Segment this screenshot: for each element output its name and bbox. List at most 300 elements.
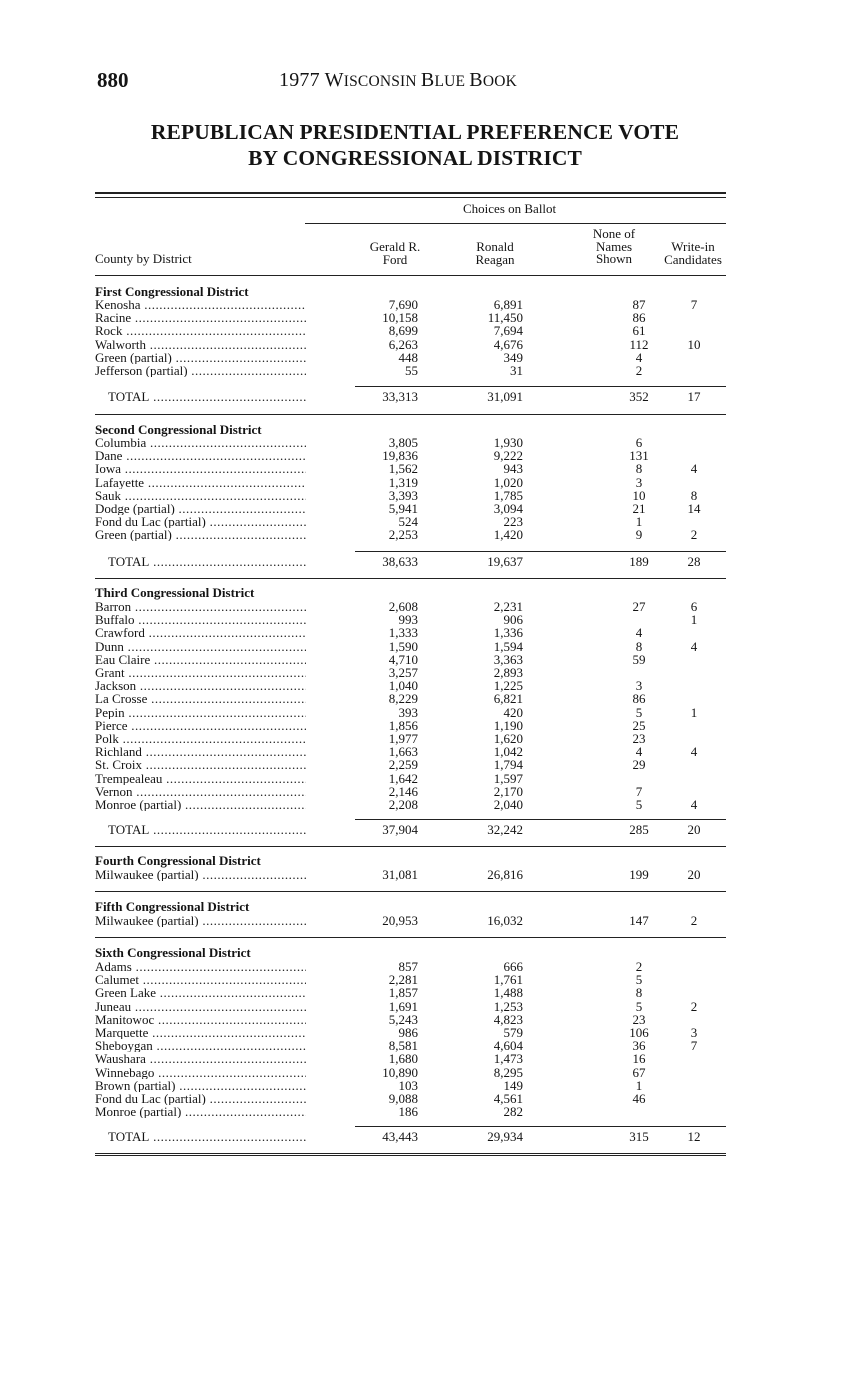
ford-votes: 2,146 [388,783,418,799]
ford-votes: 4,710 [388,651,418,667]
county-name-text: Buffalo [95,613,135,627]
county-name-text: Waushara [95,1052,146,1066]
ford-votes: 20,953 [382,913,418,928]
reagan-votes: 31 [510,363,523,378]
reagan-votes: 1,020 [493,474,523,490]
county-name-text: Dodge (partial) [95,502,175,515]
page-title [95,119,735,171]
ford-votes: 9,088 [388,1091,418,1106]
reagan-votes: 4,676 [493,336,523,352]
county-name [95,528,306,541]
none-shown-votes: 4 [635,625,643,641]
county-name-text: Fond du Lac (partial) [95,1092,206,1105]
ford-header-line2: Ford [382,251,408,267]
county-name [95,489,306,502]
write-in-votes: 2 [690,913,698,928]
reagan-votes: 2,170 [493,783,523,799]
county-name [95,338,306,351]
ford-votes: 19,836 [382,448,418,464]
reagan-votes: 16,032 [487,913,523,928]
county-name-text: Pepin [95,705,125,719]
none-shown-votes: 352 [629,389,649,404]
reagan-votes: 1,597 [493,770,523,786]
header-rule [95,275,726,276]
ford-votes: 1,857 [388,985,418,1001]
reagan-votes: 943 [503,461,523,477]
reagan-votes: 1,473 [493,1051,523,1067]
reagan-votes: 19,637 [487,554,523,569]
ford-votes: 1,663 [388,744,418,760]
none-shown-votes: 2 [635,363,643,378]
none-shown-votes: 59 [632,651,646,667]
running-title [279,69,517,92]
county-name-text: Calumet [95,973,140,987]
county-name-text: Brown (partial) [95,1078,176,1092]
county-name [95,1092,306,1105]
district-separator-rule [95,891,726,892]
ford-votes: 2,208 [388,797,418,812]
table-row [95,973,728,986]
county-name [95,515,306,528]
county-name [95,298,306,311]
county-name-text: St. Croix [95,758,142,772]
county-name-text: Marquette [95,1026,149,1039]
reagan-votes: 6,821 [493,691,523,707]
none-shown-votes: 1 [635,1077,643,1093]
ford-votes: 2,281 [388,972,418,988]
county-name [95,1105,306,1118]
column-header-none [582,228,646,266]
county-name-text: Walworth [95,337,146,351]
table-row [95,311,728,324]
table-row [95,653,728,666]
write-in-votes: 4 [690,461,698,477]
table-row [95,462,728,475]
total-label [108,390,306,403]
table-row [95,626,728,639]
none-shown-votes: 46 [632,1091,646,1106]
county-name-text: Milwaukee (partial) [95,914,199,927]
none-shown-votes: 61 [632,323,646,339]
district-separator-rule [95,1153,726,1154]
ford-votes: 5,941 [388,501,418,516]
write-in-votes: 4 [690,638,698,654]
table-row [95,1105,728,1118]
subtotal-rule [355,386,726,387]
county-name-text: Sauk [95,488,121,502]
district-separator-rule [95,846,726,847]
write-in-votes: 6 [690,599,698,614]
none-shown-votes: 5 [635,704,643,720]
reagan-votes: 1,794 [493,757,523,773]
district-heading: First Congressional District [95,284,249,299]
total-label-text: TOTAL [108,390,150,403]
ford-votes: 3,257 [388,665,418,680]
subtotal-rule [355,1126,726,1127]
county-name-text: Rock [95,324,123,338]
county-name [95,798,306,811]
table-row [95,679,728,692]
none-header-line3: Shown [595,251,633,266]
none-shown-votes: 36 [632,1038,646,1054]
reagan-votes: 6,891 [493,297,523,312]
total-label [108,1130,306,1143]
ford-votes: 1,040 [388,678,418,694]
column-header-reagan [455,241,535,266]
subtotal-rule [355,819,726,820]
none-shown-votes: 10 [632,487,646,503]
none-shown-votes: 23 [632,1011,646,1027]
reagan-votes: 11,450 [487,310,523,326]
ford-votes: 1,642 [388,770,418,786]
table-row [95,364,728,377]
county-name [95,502,306,515]
page-number: 880 [97,68,129,92]
ford-votes: 37,904 [382,822,418,837]
table-row [95,745,728,758]
ford-votes: 524 [398,514,418,530]
total-label [108,823,306,836]
county-name-text: Jackson [95,679,137,693]
reagan-votes: 1,785 [493,487,523,503]
table-row [95,868,728,881]
none-shown-votes: 1 [635,514,643,530]
none-shown-votes: 5 [635,972,643,988]
county-name-text: Jefferson (partial) [95,364,188,377]
county-name [95,351,306,364]
ford-votes: 103 [398,1077,418,1093]
table-row [95,719,728,732]
table-row [95,960,728,973]
county-name-text: Eau Claire [95,652,151,666]
county-name [95,914,306,927]
county-name [95,745,306,758]
ford-votes: 10,890 [382,1064,418,1080]
reagan-votes: 8,295 [493,1064,523,1080]
reagan-votes: 4,561 [493,1091,523,1106]
table-row [95,732,728,745]
table-row [95,666,728,679]
ford-votes: 993 [398,612,418,628]
reagan-votes: 223 [503,514,523,530]
county-name [95,1079,306,1092]
none-shown-votes: 106 [629,1025,649,1040]
county-name [95,640,306,653]
district-heading: Sixth Congressional District [95,945,251,960]
county-name-text: Barron [95,600,132,613]
running-title-text: WISCONSIN BLUE BOOK [324,69,517,91]
county-name-text: Sheboygan [95,1039,153,1053]
county-name-text: Racine [95,311,132,325]
write-in-votes: 7 [690,1038,698,1054]
county-name [95,758,306,771]
reagan-votes: 3,094 [493,501,523,516]
table-row [95,692,728,705]
reagan-votes: 2,040 [493,797,523,812]
none-shown-votes: 9 [635,527,643,543]
county-name [95,785,306,798]
ford-votes: 8,699 [388,323,418,339]
title-line-2: BY CONGRESSIONAL DISTRICT [248,146,582,170]
ford-votes: 1,590 [388,638,418,654]
ford-votes: 43,443 [382,1129,418,1144]
county-name [95,626,306,639]
county-name [95,436,306,449]
ford-votes: 1,333 [388,625,418,641]
district-heading: Fifth Congressional District [95,899,250,914]
table-row [95,436,728,449]
county-name-text: Trempealeau [95,771,163,785]
ford-votes: 2,253 [388,527,418,543]
district-separator-rule [95,578,726,579]
ford-votes: 1,680 [388,1051,418,1067]
none-shown-votes: 6 [635,435,643,450]
none-shown-votes: 285 [629,822,649,837]
county-name-text: Kenosha [95,298,141,311]
total-row [95,390,728,403]
ford-votes: 2,259 [388,757,418,773]
reagan-header-line1: Ronald [476,239,514,254]
write-in-votes: 1 [690,612,698,628]
district-separator-rule [95,937,726,938]
none-header-line2: Names [595,238,633,254]
table-row [95,1092,728,1105]
county-name [95,600,306,613]
write-in-votes: 7 [690,297,698,312]
reagan-votes: 906 [503,612,523,628]
none-shown-votes: 3 [635,474,643,490]
none-shown-votes: 199 [629,867,649,882]
reagan-votes: 1,620 [493,731,523,746]
county-name-text: Pierce [95,718,128,732]
table-row [95,986,728,999]
none-shown-votes: 86 [632,691,646,707]
write-in-votes: 10 [687,336,701,352]
ford-votes: 5,243 [388,1011,418,1027]
subtotal-rule [355,551,726,552]
table-row [95,515,728,528]
county-name [95,666,306,679]
county-name [95,719,306,732]
table-row [95,1026,728,1039]
ford-votes: 10,158 [382,310,418,326]
none-shown-votes: 189 [629,554,649,569]
reagan-votes: 9,222 [493,448,523,464]
total-row [95,823,728,836]
county-name [95,462,306,475]
ford-votes: 6,263 [388,336,418,352]
reagan-votes: 282 [503,1104,523,1120]
county-name-text: Crawford [95,626,145,640]
county-name-text: Lafayette [95,475,145,489]
reagan-votes: 666 [503,959,523,974]
reagan-votes: 4,604 [493,1038,523,1054]
table-row [95,785,728,798]
county-name-text: Columbia [95,436,147,449]
reagan-votes: 1,253 [493,998,523,1014]
ford-votes: 1,319 [388,474,418,490]
county-name-text: Monroe (partial) [95,1105,182,1119]
reagan-votes: 1,225 [493,678,523,694]
none-shown-votes: 27 [632,599,646,614]
ford-votes: 448 [398,349,418,365]
none-shown-votes: 7 [635,783,643,799]
table-row [95,1079,728,1092]
county-name-text: Polk [95,732,119,745]
write-in-votes: 2 [690,527,698,543]
table-row [95,338,728,351]
county-name [95,772,306,785]
write-header-line1: Write-in [671,239,715,254]
county-name [95,960,306,973]
write-in-votes: 1 [690,704,698,720]
county-name-text: La Crosse [95,692,148,706]
ford-votes: 33,313 [382,389,418,404]
county-name-text: Dane [95,449,123,463]
county-name-text: Manitowoc [95,1012,155,1026]
district-heading: Third Congressional District [95,585,255,600]
write-in-votes: 17 [687,389,701,404]
district-separator-rule [95,414,726,415]
county-name [95,679,306,692]
county-name [95,1013,306,1026]
column-header-ford [355,241,435,266]
county-name [95,986,306,999]
top-rule [95,192,726,194]
ford-votes: 31,081 [382,867,418,882]
reagan-votes: 26,816 [487,867,523,882]
table-row [95,706,728,719]
column-header-county: County by District [95,251,192,266]
reagan-votes: 3,363 [493,651,523,667]
reagan-votes: 2,893 [493,665,523,680]
title-line-1: REPUBLICAN PRESIDENTIAL PREFERENCE VOTE [150,120,680,144]
table-row [95,489,728,502]
ford-votes: 186 [398,1104,418,1120]
reagan-votes: 1,488 [493,985,523,1001]
ford-header-line1: Gerald R. [369,239,421,254]
county-name [95,868,306,881]
none-shown-votes: 315 [629,1129,649,1144]
write-in-votes: 4 [690,797,698,812]
reagan-votes: 149 [503,1077,523,1093]
table-row [95,502,728,515]
county-name [95,449,306,462]
county-name [95,692,306,705]
none-shown-votes: 21 [632,501,646,516]
county-name [95,1000,306,1013]
reagan-votes: 1,761 [493,972,523,988]
county-name [95,732,306,745]
none-shown-votes: 16 [632,1051,646,1067]
total-label-text: TOTAL [108,555,150,568]
write-in-votes: 2 [690,998,698,1014]
reagan-votes: 420 [503,704,523,720]
county-name [95,973,306,986]
county-name-text: Green (partial) [95,350,172,364]
county-name [95,311,306,324]
ford-votes: 393 [398,704,418,720]
table-row [95,298,728,311]
county-name [95,1066,306,1079]
table-row [95,613,728,626]
table-row [95,1000,728,1013]
none-shown-votes: 86 [632,310,646,326]
county-name [95,1052,306,1065]
none-shown-votes: 25 [632,717,646,733]
county-name-text: Vernon [95,784,133,798]
county-name-text: Richland [95,745,142,759]
write-in-votes: 14 [687,501,701,516]
total-row [95,555,728,568]
ford-votes: 1,856 [388,717,418,733]
none-shown-votes: 87 [632,297,646,312]
none-shown-votes: 131 [629,448,649,464]
none-shown-votes: 147 [629,913,649,928]
ford-votes: 1,977 [388,731,418,746]
none-shown-votes: 8 [635,985,643,1001]
top-rule-thin [95,197,726,198]
ford-votes: 857 [398,959,418,974]
reagan-header-line2: Reagan [475,251,515,267]
county-name [95,613,306,626]
county-name-text: Grant [95,666,125,679]
none-shown-votes: 5 [635,797,643,812]
ford-votes: 2,608 [388,599,418,614]
district-heading: Fourth Congressional District [95,853,261,868]
county-name [95,1026,306,1039]
table-row [95,351,728,364]
ford-votes: 55 [405,363,418,378]
reagan-votes: 1,594 [493,638,523,654]
county-name [95,706,306,719]
total-label-text: TOTAL [108,823,150,836]
reagan-votes: 32,242 [487,822,523,837]
choices-rule [305,223,726,224]
none-shown-votes: 29 [632,757,646,773]
reagan-votes: 7,694 [493,323,523,339]
county-name [95,1039,306,1052]
table-row [95,1039,728,1052]
reagan-votes: 4,823 [493,1011,523,1027]
write-in-votes: 12 [687,1129,701,1144]
reagan-votes: 579 [503,1025,523,1040]
table-row [95,1052,728,1065]
county-name [95,476,306,489]
county-name-text: Juneau [95,999,132,1013]
ford-votes: 38,633 [382,554,418,569]
write-in-votes: 8 [690,487,698,503]
county-name-text: Green (partial) [95,528,172,542]
county-name-text: Milwaukee (partial) [95,868,199,881]
county-name-text: Monroe (partial) [95,798,182,811]
reagan-votes: 1,336 [493,625,523,641]
county-name [95,324,306,337]
county-name-text: Iowa [95,462,121,476]
table-row [95,758,728,771]
table-row [95,1013,728,1026]
none-shown-votes: 4 [635,349,643,365]
ford-votes: 1,691 [388,998,418,1014]
none-shown-votes: 8 [635,461,643,477]
table-row [95,600,728,613]
none-shown-votes: 4 [635,744,643,760]
reagan-votes: 2,231 [493,599,523,614]
county-name [95,364,306,377]
bottom-rule [95,1155,726,1156]
column-header-write-in [654,241,732,266]
none-shown-votes: 5 [635,998,643,1014]
